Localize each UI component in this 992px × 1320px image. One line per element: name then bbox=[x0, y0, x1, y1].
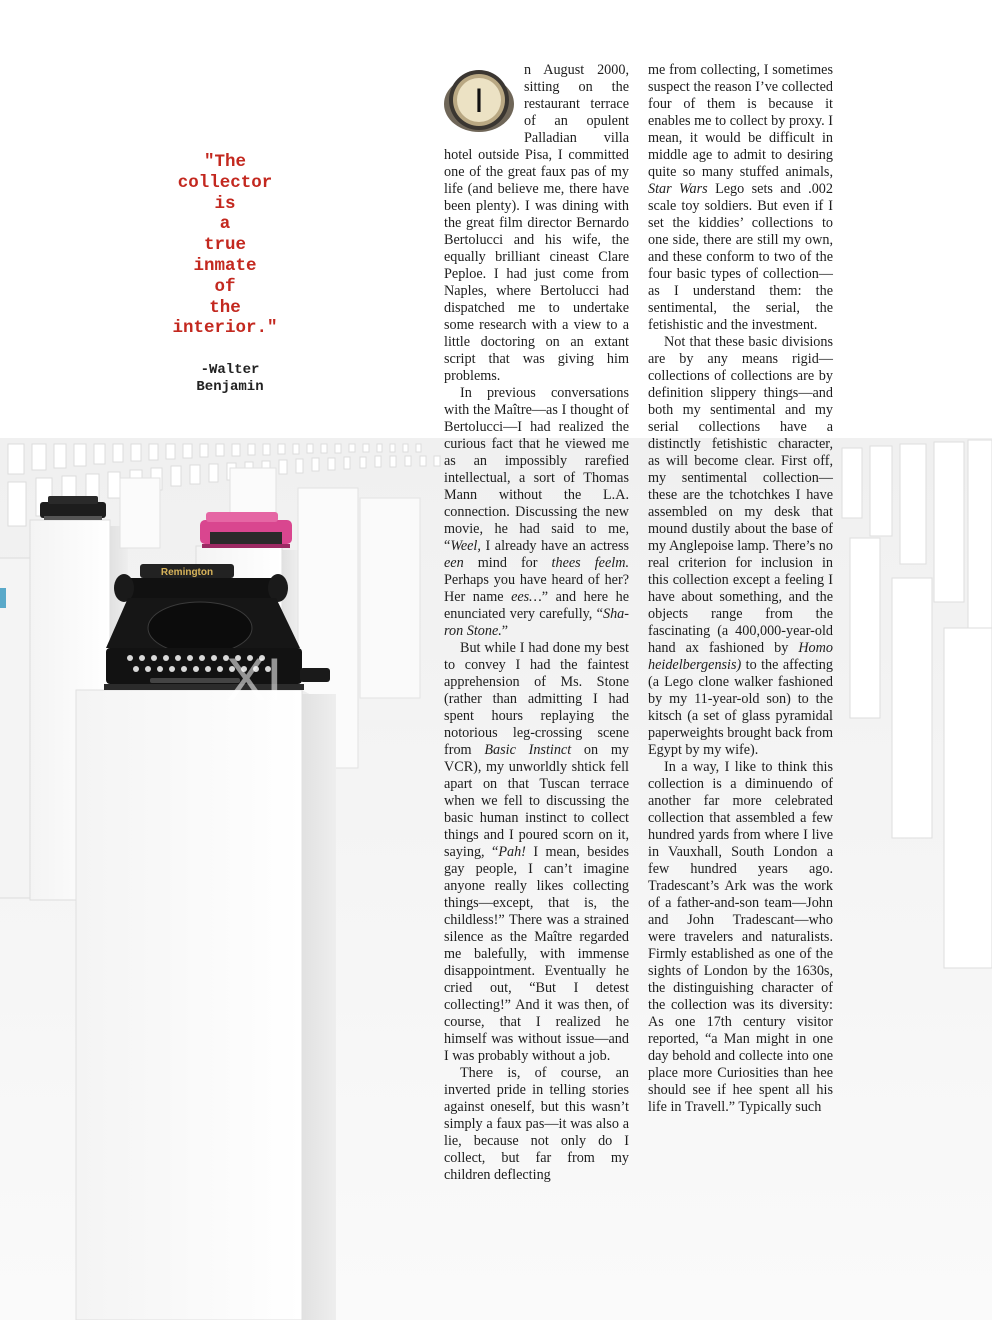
quote-line: true bbox=[203, 235, 246, 256]
paragraph: n August 2000, sitting on the restaurant terrace of an opulent Palladian villa hotel outside Pisa, I committed one of the great faux pas of my life (and believe me, there have been plenty). I was dining with the great film director Bernardo Bertolucci and his wife, the equally brilliant cineast Clare Peploe. I had just come from Naples, where Bertolucci had dispatched me to undertake some research with a view to a little doctoring on an extant script that was giving him problems. bbox=[444, 62, 629, 384]
attribution-line: -Walter bbox=[200, 362, 260, 378]
paragraph: In previous conversations with the Maître—as I thought of Bertolucci—I had realized the curious fact that he viewed me as an impossibly rarefied intellectual, a sort of Thomas Mann without the L.A. connection. Discussing the new movie, he had said to me, “Weel, I already have an actress een mind for thees feelm. Perhaps you have heard of her? Her name ees…” and here he enunciated very carefully, “Sha-ron Stone.” bbox=[444, 385, 629, 639]
attribution-line: Benjamin bbox=[196, 379, 264, 395]
paragraph: In a way, I like to think this collection is a diminuendo of another far more celebrated collection that assembled a few hundred yards from where I live in Vauxhall, South London a few hundred years ago. Tradescant’s Ark was the work of a father-and-son team—John and John Tradescant—who were travelers and naturalists. Firmly established as one of the sights of London by the 1630s, the distinguishing character of the collection was its diversity: As one 17th century visitor reported, “a Man might in one day behold and collecte into one place more Curiosities than hee should see if hee spent all his life in Travell.” Typically such bbox=[648, 759, 833, 1115]
typewriter-brand-label: Remington bbox=[160, 567, 214, 578]
small-black-typewriter-icon bbox=[40, 496, 106, 520]
quote-line: a bbox=[219, 214, 231, 235]
article-column-2 bbox=[648, 62, 833, 1116]
quote-line: "The bbox=[203, 152, 246, 172]
paragraph: Not that these basic divisions are by any means rigid—collections of collections are by definition slippery things—and both my sentimental and my serial collections have a distinctly fetishistic character, as will become clear. First off, my sentimental collection—these are the tchotchkes I have assembled on my desk that mound dustily about the base of my Anglepoise lamp. There’s no real criterion for inclusion in this collection except a feeling I have about something, and the objects range from the fascinating (a 400,000-year-old hand ax fashioned by Homo heidelbergensis) to the affecting (a Lego clone walker fashioned by my 11-year-old son) to the kitsch (a set of glass pyramidal paperweights brought back from Egypt by my wife). bbox=[648, 334, 833, 758]
paragraph: There is, of course, an inverted pride in telling stories against oneself, but this wasn’t simply a faux pas—it was also a lie, because not only do I collect, but far from my children deflecting bbox=[444, 1065, 629, 1183]
article-column-1 bbox=[444, 62, 629, 1184]
quote-line: the bbox=[209, 297, 241, 318]
paragraph: me from collecting, I sometimes suspect the reason I’ve collected four of them is because it enables me to collect by proxy. I mean, it would be difficult in middle age to admit to desiring quite so many stuffed animals, Star Wars Lego sets and .002 scale toy soldiers. But even if I set the kiddies’ collections to one side, there are still my own, and these conform to two of the four basic types of collection—as I understand them: the sentimental, the serial, the fetishistic and the investment. bbox=[648, 62, 833, 333]
quote-line: inmate bbox=[193, 255, 257, 276]
pull-quote bbox=[150, 152, 300, 339]
blue-object-edge bbox=[0, 588, 6, 608]
typewriter-key-icon bbox=[442, 64, 520, 136]
typewriter-key-dropcap bbox=[442, 64, 520, 136]
quote-attribution bbox=[150, 362, 310, 396]
overlay-roman-numeral: XI bbox=[226, 646, 283, 713]
quote-line: collector bbox=[177, 172, 273, 193]
main-pedestal bbox=[76, 690, 336, 1320]
paragraph: But while I had done my best to convey I had the faintest apprehension of Ms. Stone (rather than admitting I had spent hours replaying the notorious leg-crossing scene from Basic Instinct on my VCR), my unworldly shtick fell apart on that Tuscan terrace when we fell to discussing the basic human instinct to collect things and I poured scorn on it, saying, “Pah! I mean, besides gay people, I can’t imagine anyone really likes collecting things—except, that is, the childless!” There was a strained silence as the Maître regarded me balefully, with immense disappointment. Eventually he cried out, “But I detest collecting!” And it was then, of course, that I realized he himself was without issue—and I was probably without a job. bbox=[444, 640, 629, 1064]
quote-line: of bbox=[214, 276, 236, 297]
dropcap-letter: I bbox=[474, 82, 484, 120]
quote-line: is bbox=[214, 193, 236, 214]
quote-line: interior." bbox=[172, 318, 278, 339]
